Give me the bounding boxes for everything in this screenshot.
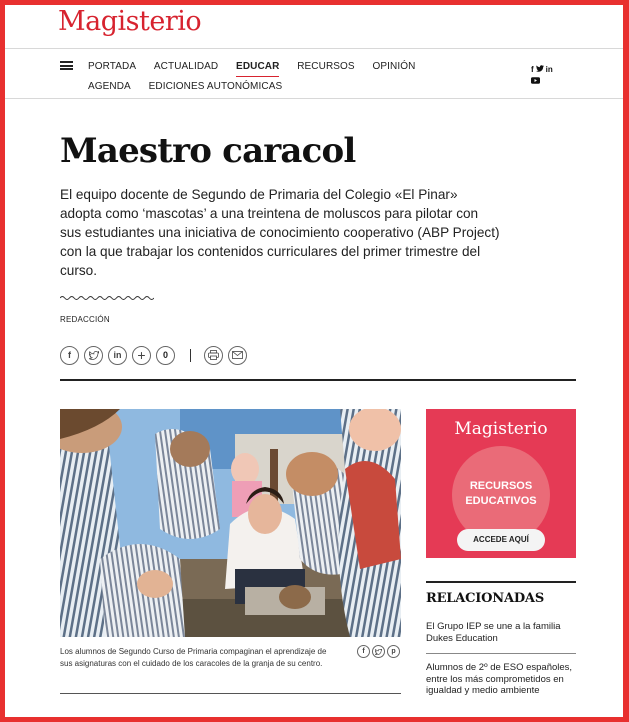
caption-facebook-icon[interactable]: f bbox=[357, 645, 370, 658]
nav-divider-bottom bbox=[5, 98, 623, 99]
content-divider bbox=[60, 379, 576, 381]
article-photo[interactable] bbox=[60, 409, 401, 637]
related-heading: RELACIONADAS bbox=[426, 591, 545, 606]
ad-line-2: EDUCATIVOS bbox=[465, 495, 537, 507]
twitter-share-icon[interactable] bbox=[84, 346, 103, 365]
nav-item-educar[interactable]: EDUCAR bbox=[236, 60, 279, 77]
article-author[interactable]: REDACCIÓN bbox=[60, 315, 110, 324]
related-separator bbox=[426, 653, 576, 654]
nav-item-ediciones-autonomicas[interactable]: EDICIONES AUTONÓMICAS bbox=[148, 81, 283, 92]
main-nav bbox=[88, 57, 468, 96]
site-logo[interactable]: Magisterio bbox=[58, 6, 202, 37]
share-count: 0 bbox=[156, 346, 175, 365]
youtube-icon[interactable] bbox=[531, 76, 540, 88]
ad-headline bbox=[426, 479, 576, 509]
linkedin-icon[interactable]: in bbox=[545, 65, 553, 74]
caption-share-icons bbox=[357, 645, 402, 658]
photo-caption: Los alumnos de Segundo Curso de Primaria compaginan el aprendizaje de sus asignaturas con el cuidado de los caracoles de la granja de su centro. bbox=[60, 647, 327, 668]
nav-item-recursos[interactable]: RECURSOS bbox=[297, 61, 355, 72]
print-icon[interactable] bbox=[204, 346, 223, 365]
article-lead: El equipo docente de Segundo de Primaria del Colegio «El Pinar» adopta como ‘mascotas’ a una treintena de moluscos para pilotar con sus estudiantes una iniciativa de conocimiento cooperativo (ABP Project) con la que trabajar los contenidos curriculares del primer trimestre del curso. bbox=[60, 187, 500, 278]
nav-item-portada[interactable]: PORTADA bbox=[88, 61, 137, 72]
ad-line-1: RECURSOS bbox=[469, 480, 533, 492]
ad-logo: Magisterio bbox=[454, 419, 548, 439]
linkedin-share-icon[interactable]: in bbox=[108, 346, 127, 365]
nav-divider-top bbox=[5, 48, 623, 49]
social-links bbox=[531, 64, 555, 88]
facebook-icon[interactable]: f bbox=[531, 65, 534, 74]
ad-banner[interactable] bbox=[426, 409, 576, 558]
related-item[interactable]: Alumnos de 2º de ESO españoles, entre los más comprometidos en igualdad y medio ambiente bbox=[426, 662, 573, 696]
facebook-share-icon[interactable]: f bbox=[60, 346, 79, 365]
more-share-icon[interactable]: + bbox=[132, 346, 151, 365]
article-title: Maestro caracol bbox=[60, 131, 356, 171]
twitter-icon[interactable] bbox=[536, 64, 544, 76]
nav-item-actualidad[interactable]: ACTUALIDAD bbox=[153, 61, 219, 72]
related-item[interactable]: El Grupo IEP se une a la familia Dukes Education bbox=[426, 621, 561, 644]
wavy-divider bbox=[60, 294, 154, 302]
caption-twitter-icon[interactable] bbox=[372, 645, 385, 658]
photo-divider bbox=[60, 693, 401, 694]
nav-item-opinion[interactable]: OPINIÓN bbox=[372, 61, 416, 72]
share-bar bbox=[60, 345, 252, 365]
related-divider bbox=[426, 581, 576, 583]
menu-icon[interactable] bbox=[60, 61, 73, 70]
ad-cta-button[interactable]: ACCEDE AQUÍ bbox=[457, 529, 545, 551]
email-icon[interactable] bbox=[228, 346, 247, 365]
caption-pinterest-icon[interactable]: p bbox=[387, 645, 400, 658]
share-separator bbox=[190, 349, 191, 362]
nav-item-agenda[interactable]: AGENDA bbox=[88, 81, 131, 92]
